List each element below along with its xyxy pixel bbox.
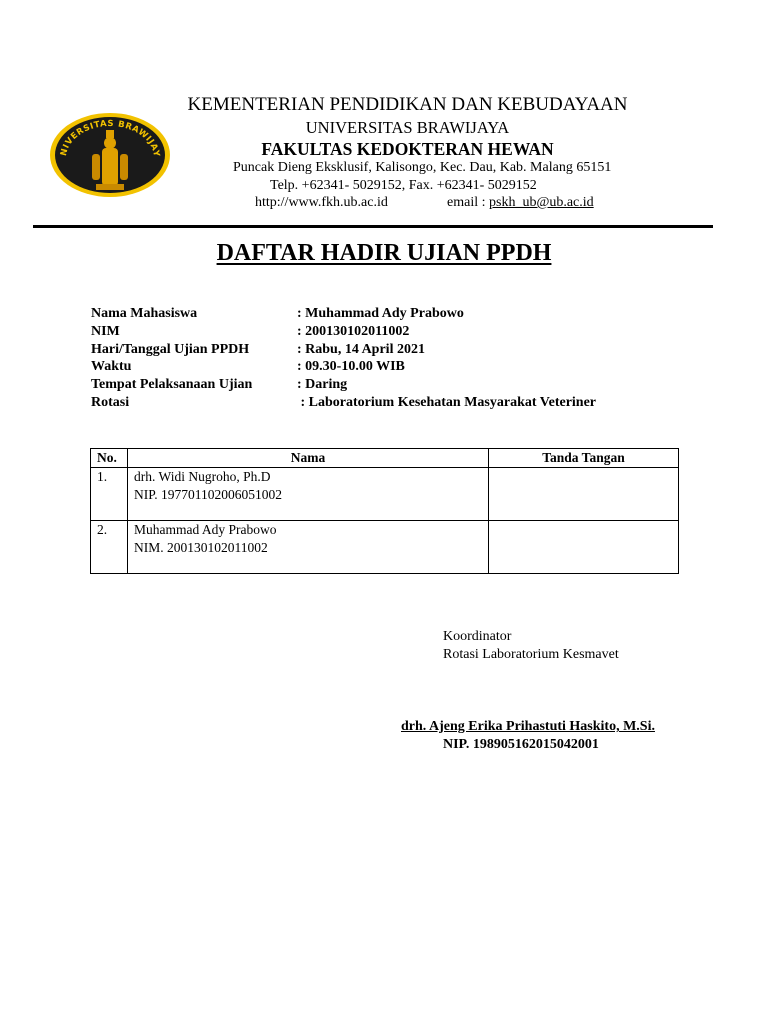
signatory-unit: Rotasi Laboratorium Kesmavet xyxy=(443,647,619,662)
info-row: Hari/Tanggal Ujian PPDH : Rabu, 14 April 2021 xyxy=(91,341,425,357)
row-person xyxy=(128,468,489,521)
faculty-phone: Telp. +62341- 5029152, Fax. +62341- 5029152 xyxy=(270,178,537,193)
row-no: 2. xyxy=(91,521,128,574)
attendance-table xyxy=(90,448,679,574)
signatory-nip: NIP. 198905162015042001 xyxy=(443,737,599,752)
faculty-name: FAKULTAS KEDOKTERAN HEWAN xyxy=(261,139,554,159)
exam-info xyxy=(91,305,596,412)
ministry-name: KEMENTERIAN PENDIDIKAN DAN KEBUDAYAAN xyxy=(187,94,628,115)
header-signature: Tanda Tangan xyxy=(489,449,679,468)
letterhead-divider xyxy=(33,225,713,228)
table-row xyxy=(91,468,679,521)
info-row: Waktu : 09.30-10.00 WIB xyxy=(91,359,405,375)
info-row: Rotasi : Laboratorium Kesehatan Masyarakat Veteriner xyxy=(91,394,597,410)
info-row: NIM : 200130102011002 xyxy=(91,323,410,339)
signatory-block xyxy=(443,628,619,664)
header-name: Nama xyxy=(128,449,489,468)
signatory-name: drh. Ajeng Erika Prihastuti Haskito, M.Si. xyxy=(401,719,655,734)
row-person xyxy=(128,521,489,574)
signatory-role: Koordinator xyxy=(443,629,512,644)
header-no: No. xyxy=(91,449,128,468)
person-name: drh. Widi Nugroho, Ph.D xyxy=(134,469,271,484)
person-id: NIM. 200130102011002 xyxy=(134,540,268,555)
faculty-email[interactable]: pskh_ub@ub.ac.id xyxy=(489,195,594,210)
signature-cell[interactable] xyxy=(489,468,679,521)
signature-cell[interactable] xyxy=(489,521,679,574)
info-row: Tempat Pelaksanaan Ujian : Daring xyxy=(91,377,348,393)
person-name: Muhammad Ady Prabowo xyxy=(134,522,277,537)
document-title: DAFTAR HADIR UJIAN PPDH xyxy=(216,240,552,266)
svg-text:UNIVERSITAS BRAWIJAYA: NIVERSITAS BRAWIJAY xyxy=(58,118,162,158)
faculty-email-row xyxy=(447,195,594,211)
table-header-row xyxy=(91,449,679,468)
person-id: NIP. 197701102006051002 xyxy=(134,487,283,502)
faculty-website[interactable]: http://www.fkh.ub.ac.id xyxy=(255,195,388,210)
table-row xyxy=(91,521,679,574)
info-row: Nama Mahasiswa : Muhammad Ady Prabowo xyxy=(91,306,464,321)
email-label: email : xyxy=(447,195,486,210)
university-name: UNIVERSITAS BRAWIJAYA xyxy=(305,118,510,137)
row-no: 1. xyxy=(91,468,128,521)
faculty-address: Puncak Dieng Eksklusif, Kalisongo, Kec. Dau, Kab. Malang 65151 xyxy=(233,160,612,175)
